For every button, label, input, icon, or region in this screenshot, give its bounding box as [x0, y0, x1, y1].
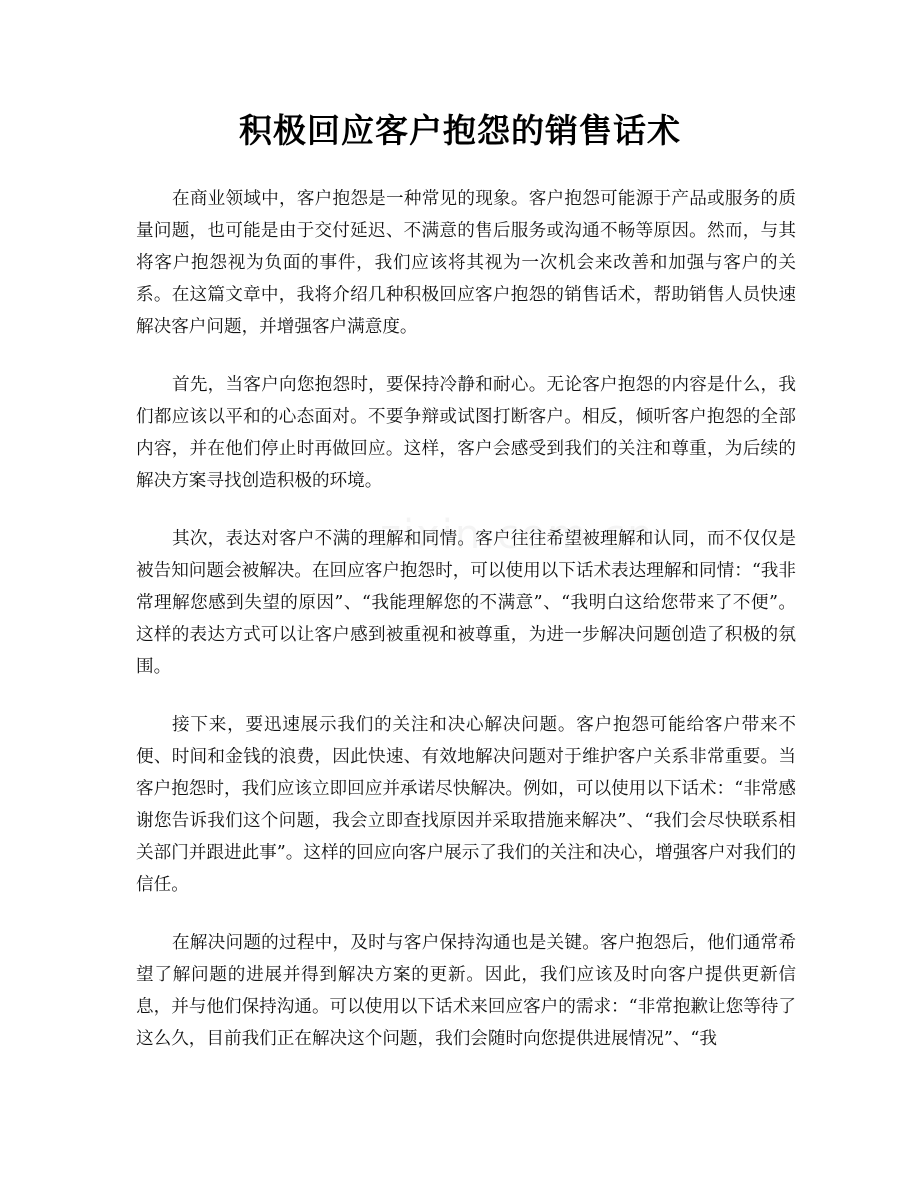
paragraph-3: 其次，表达对客户不满的理解和同情。客户往往希望被理解和认同，而不仅仅是被告知问题会被解决。在回应客户抱怨时，可以使用以下话术表达理解和同情：“我非常理解您感到失望的原因”、“我能理解您的不满意”、“我明白这给您带来了不便”。这样的表达方式可以让客户感到被重视和被尊重，为进一步解决问题创造了积极的氛围。 — [136, 529, 796, 677]
paragraph-4: 接下来，要迅速展示我们的关注和决心解决问题。客户抱怨可能给客户带来不便、时间和金钱的浪费，因此快速、有效地解决问题对于维护客户关系非常重要。当客户抱怨时，我们应该立即回应并承诺尽快解决。例如，可以使用以下话术：“非常感谢您告诉我们这个问题，我会立即查找原因并采取措施来解决”、“我们会尽快联系相关部门并跟进此事”。这样的回应向客户展示了我们的关注和决心，增强客户对我们的信任。 — [136, 715, 796, 895]
paragraph-2: 首先，当客户向您抱怨时，要保持冷静和耐心。无论客户抱怨的内容是什么，我们都应该以平和的心态面对。不要争辩或试图打断客户。相反，倾听客户抱怨的全部内容，并在他们停止时再做回应。这样，客户会感受到我们的关注和尊重，为后续的解决方案寻找创造积极的环境。 — [136, 375, 796, 491]
paragraph-5: 在解决问题的过程中，及时与客户保持沟通也是关键。客户抱怨后，他们通常希望了解问题的进展并得到解决方案的更新。因此，我们应该及时向客户提供更新信息，并与他们保持沟通。可以使用以下话术来回应客户的需求：“非常抱歉让您等待了这么久，目前我们正在解决这个问题，我们会随时向您提供进展情况”、“我 — [136, 933, 796, 1049]
paragraph-1: 在商业领域中，客户抱怨是一种常见的现象。客户抱怨可能源于产品或服务的质量问题，也可能是由于交付延迟、不满意的售后服务或沟通不畅等原因。然而，与其将客户抱怨视为负面的事件，我们应该将其视为一次机会来改善和加强与客户的关系。在这篇文章中，我将介绍几种积极回应客户抱怨的销售话术，帮助销售人员快速解决客户问题，并增强客户满意度。 — [136, 189, 796, 337]
document-body — [136, 183, 796, 1081]
document-title: 积极回应客户抱怨的销售话术 — [239, 111, 681, 150]
